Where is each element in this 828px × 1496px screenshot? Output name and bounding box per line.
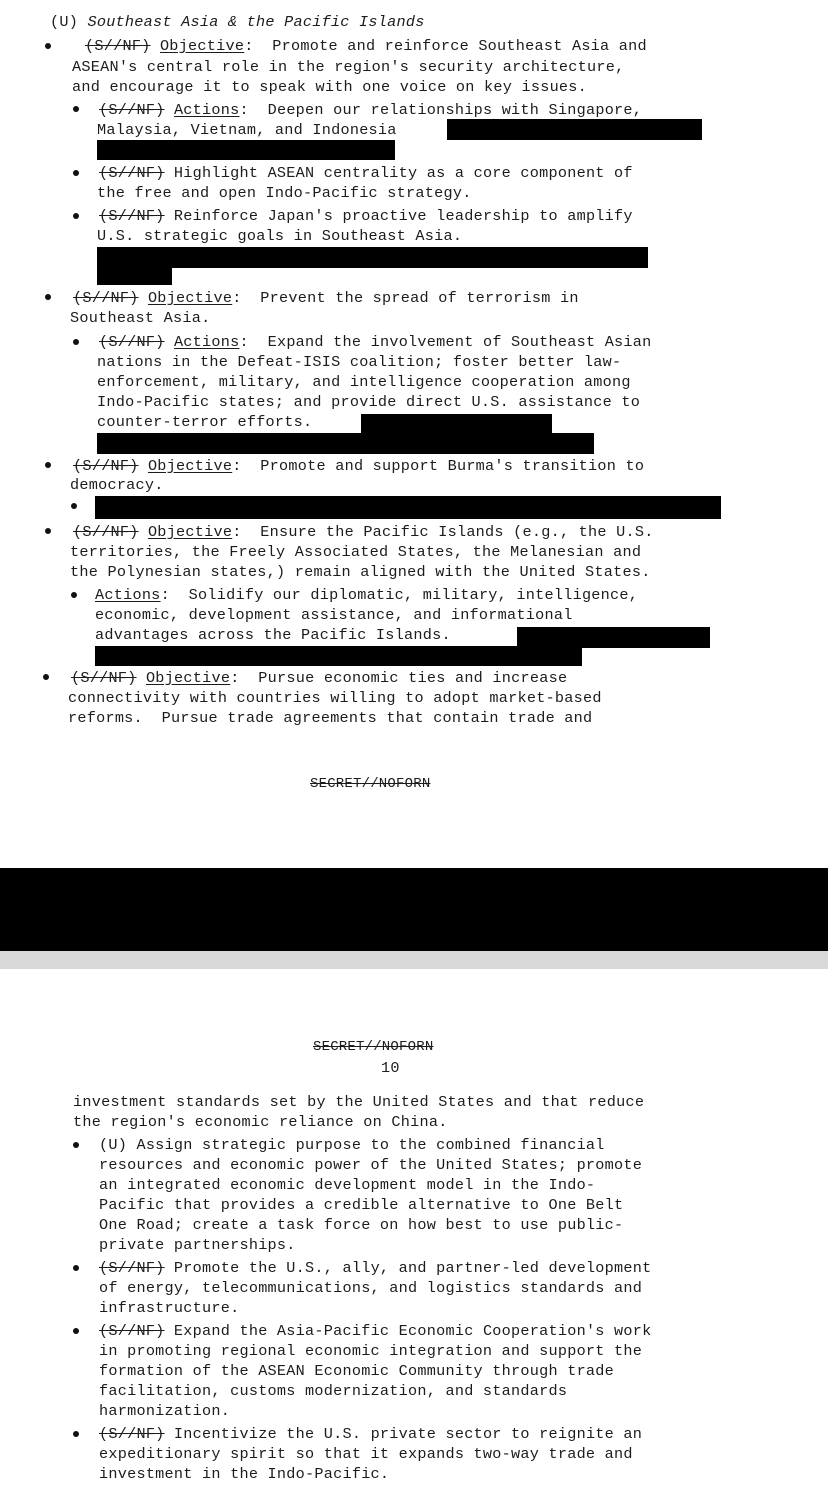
bullet (73, 170, 79, 176)
redaction-block (97, 247, 648, 268)
p2-b3-line-2: in promoting regional economic integration and support the (99, 1342, 643, 1360)
obj4-actions-line-1: Actions: Solidify our diplomatic, military, intelligence, (95, 586, 639, 604)
obj5-line-1: (S//NF) Objective: Pursue economic ties and increase (71, 669, 568, 687)
classification-marking: (S//NF) (99, 333, 165, 351)
classification-marking: (S//NF) (71, 669, 137, 687)
classification-marking: (S//NF) (99, 1425, 165, 1443)
redaction-block (97, 266, 172, 285)
obj2-line-1: (S//NF) Objective: Prevent the spread of terrorism in (73, 289, 579, 307)
p2-b3-line-3: formation of the ASEAN Economic Community through trade (99, 1362, 615, 1380)
p2-b1-line-3: an integrated economic development model in the Indo- (99, 1176, 596, 1194)
p2-b4-line-2: expeditionary spirit so that it expands two-way trade and (99, 1445, 633, 1463)
section-title: Southeast Asia & the Pacific Islands (87, 13, 425, 31)
continuation-line-2: the region's economic reliance on China. (73, 1113, 448, 1131)
bullet (73, 1328, 79, 1334)
p2-b1-line-6: private partnerships. (99, 1236, 296, 1254)
redaction-block (95, 646, 582, 666)
obj2-line-2: Southeast Asia. (70, 309, 211, 327)
p2-b4-line-1: (S//NF) Incentivize the U.S. private sector to reignite an (99, 1425, 643, 1443)
obj5-line-2: connectivity with countries willing to adopt market-based (68, 689, 602, 707)
redaction-block (447, 119, 702, 140)
classification-marking: (S//NF) (73, 457, 139, 475)
bullet (45, 528, 51, 534)
page-number: 10 (381, 1059, 400, 1077)
obj1-b2-line-1: (S//NF) Highlight ASEAN centrality as a core component of (99, 164, 633, 182)
obj4-actions-line-2: economic, development assistance, and informational (95, 606, 573, 624)
p2-b3-line-1: (S//NF) Expand the Asia-Pacific Economic Cooperation's work (99, 1322, 652, 1340)
obj1-b3-line-1: (S//NF) Reinforce Japan's proactive leadership to amplify (99, 207, 633, 225)
continuation-line-1: investment standards set by the United States and that reduce (73, 1093, 645, 1111)
p2-b3-line-5: harmonization. (99, 1402, 231, 1420)
obj1-actions-line-2: Malaysia, Vietnam, and Indonesia (97, 121, 397, 139)
classification-marking: (S//NF) (99, 207, 165, 225)
obj4-line-1: (S//NF) Objective: Ensure the Pacific Islands (e.g., the U.S. (73, 523, 654, 541)
actions-label: Actions (95, 586, 161, 604)
p2-b1-line-5: One Road; create a task force on how best to use public- (99, 1216, 624, 1234)
obj5-line-3: reforms. Pursue trade agreements that contain trade and (68, 709, 593, 727)
bullet (73, 213, 79, 219)
objective-label: Objective (147, 523, 233, 541)
page-break-shadow (0, 951, 828, 969)
bullet (71, 592, 77, 598)
bullet (73, 106, 79, 112)
obj2-actions-line-3: enforcement, military, and intelligence cooperation among (97, 373, 631, 391)
page-break-band (0, 868, 828, 951)
classification-marking: (S//NF) (99, 1259, 165, 1277)
redaction-block (361, 414, 552, 434)
objective-label: Objective (147, 289, 233, 307)
obj2-actions-line-5: counter-terror efforts. (97, 413, 313, 431)
obj1-b3-line-2: U.S. strategic goals in Southeast Asia. (97, 227, 463, 245)
p2-b1-line-4: Pacific that provides a credible alternative to One Belt (99, 1196, 624, 1214)
obj1-line-1: (S//NF) Objective: Promote and reinforce Southeast Asia and (85, 37, 647, 55)
bullet (73, 339, 79, 345)
obj2-actions-line-1: (S//NF) Actions: Expand the involvement of Southeast Asian (99, 333, 652, 351)
section-header (50, 13, 425, 32)
redaction-block (517, 627, 710, 648)
obj1-line-3: and encourage it to speak with one voice on key issues. (72, 78, 588, 96)
page2-header-classification: SECRET//NOFORN (313, 1039, 434, 1055)
redaction-block (97, 140, 395, 160)
obj4-actions-line-3: advantages across the Pacific Islands. (95, 626, 451, 644)
classification-marking: (S//NF) (73, 523, 139, 541)
obj4-line-2: territories, the Freely Associated States, the Melanesian and (70, 543, 642, 561)
obj1-b2-line-2: the free and open Indo-Pacific strategy. (97, 184, 472, 202)
obj3-line-2: democracy. (70, 476, 164, 494)
bullet (73, 1142, 79, 1148)
p2-b2-line-3: infrastructure. (99, 1299, 240, 1317)
classification-marking: (S//NF) (73, 289, 139, 307)
bullet (73, 1265, 79, 1271)
bullet (45, 43, 51, 49)
p2-b1-line-1: (U) Assign strategic purpose to the combined financial (99, 1136, 605, 1154)
obj1-actions-line-1: (S//NF) Actions: Deepen our relationships with Singapore, (99, 101, 643, 119)
p2-b2-line-1: (S//NF) Promote the U.S., ally, and partner-led development (99, 1259, 652, 1277)
redaction-block (95, 496, 721, 519)
objective-label: Objective (147, 457, 233, 475)
redaction-block (97, 433, 594, 454)
classification-marking: (S//NF) (85, 37, 151, 55)
objective-label: Objective (145, 669, 231, 687)
objective-label: Objective (159, 37, 245, 55)
header-marking: (U) (50, 13, 79, 31)
classification-marking: (S//NF) (99, 1322, 165, 1340)
bullet (73, 1431, 79, 1437)
footer-classification: SECRET//NOFORN (310, 776, 431, 792)
obj3-line-1: (S//NF) Objective: Promote and support Burma's transition to (73, 457, 645, 475)
p2-b1-line-2: resources and economic power of the United States; promote (99, 1156, 643, 1174)
obj2-actions-line-2: nations in the Defeat-ISIS coalition; foster better law- (97, 353, 622, 371)
classification-marking: (S//NF) (99, 164, 165, 182)
p2-b2-line-2: of energy, telecommunications, and logistics standards and (99, 1279, 643, 1297)
classification-marking: (S//NF) (99, 101, 165, 119)
obj2-actions-line-4: Indo-Pacific states; and provide direct U.S. assistance to (97, 393, 641, 411)
obj1-line-2: ASEAN's central role in the region's security architecture, (72, 58, 625, 76)
actions-label: Actions (173, 101, 240, 119)
bullet (45, 462, 51, 468)
p2-b3-line-4: facilitation, customs modernization, and standards (99, 1382, 568, 1400)
bullet (43, 674, 49, 680)
actions-label: Actions (173, 333, 240, 351)
p2-b4-line-3: investment in the Indo-Pacific. (99, 1465, 390, 1483)
obj4-line-3: the Polynesian states,) remain aligned with the United States. (70, 563, 651, 581)
bullet (71, 503, 77, 509)
bullet (45, 294, 51, 300)
